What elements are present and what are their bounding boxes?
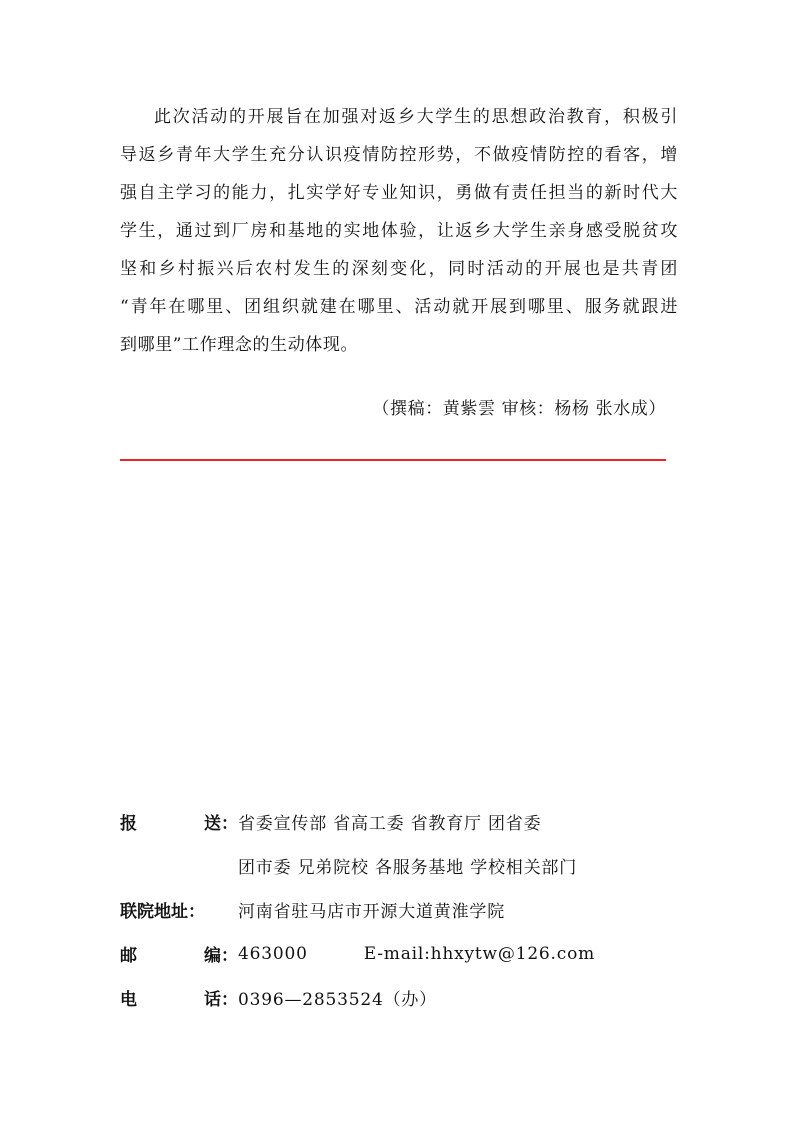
article-line: 此次活动的开展旨在加强对返乡大学生的思想政治教育，积极引 (154, 107, 678, 127)
report-recipients-2: 团市委 兄弟院校 各服务基地 学校相关部门 (238, 858, 578, 878)
address-label: 联院地址： (120, 902, 205, 922)
author-credit: （撰稿：黄紫雲 审核：杨杨 张水成） (372, 399, 666, 419)
report-recipients-1: 省委宣传部 省高工委 省教育厅 团省委 (238, 814, 542, 834)
report-row-continued (120, 848, 680, 883)
article-line: 强自主学习的能力，扎实学好专业知识，勇做有责任担当的新时代大 (120, 183, 678, 203)
article-line: 到哪里”工作理念的生动体现。 (120, 335, 359, 355)
postal-label: 邮 编： (120, 946, 238, 966)
address-value: 河南省驻马店市开源大道黄淮学院 (238, 902, 505, 922)
phone-row (120, 980, 680, 1015)
article-line: 导返乡青年大学生充分认识疫情防控形势，不做疫情防控的看客，增 (120, 145, 678, 165)
report-label: 报 送： (120, 814, 238, 834)
article-line: 学生，通过到厂房和基地的实地体验，让返乡大学生亲身感受脱贫攻 (120, 221, 678, 241)
article-body (120, 98, 678, 364)
red-divider (120, 459, 666, 461)
article-line: “青年在哪里、团组织就建在哪里、活动就开展到哪里、服务就跟进 (120, 297, 678, 317)
report-row (120, 804, 680, 839)
phone-label: 电 话： (120, 990, 238, 1010)
address-row (120, 892, 680, 927)
distribution-footer (120, 804, 680, 1024)
article-line: 坚和乡村振兴后农村发生的深刻变化，同时活动的开展也是共青团 (120, 259, 678, 279)
postal-code: 463000 (238, 943, 308, 964)
email-address: E-mail:hhxytw@126.com (363, 943, 596, 964)
phone-number: 0396—2853524（办） (238, 990, 437, 1010)
postal-row (120, 936, 680, 971)
